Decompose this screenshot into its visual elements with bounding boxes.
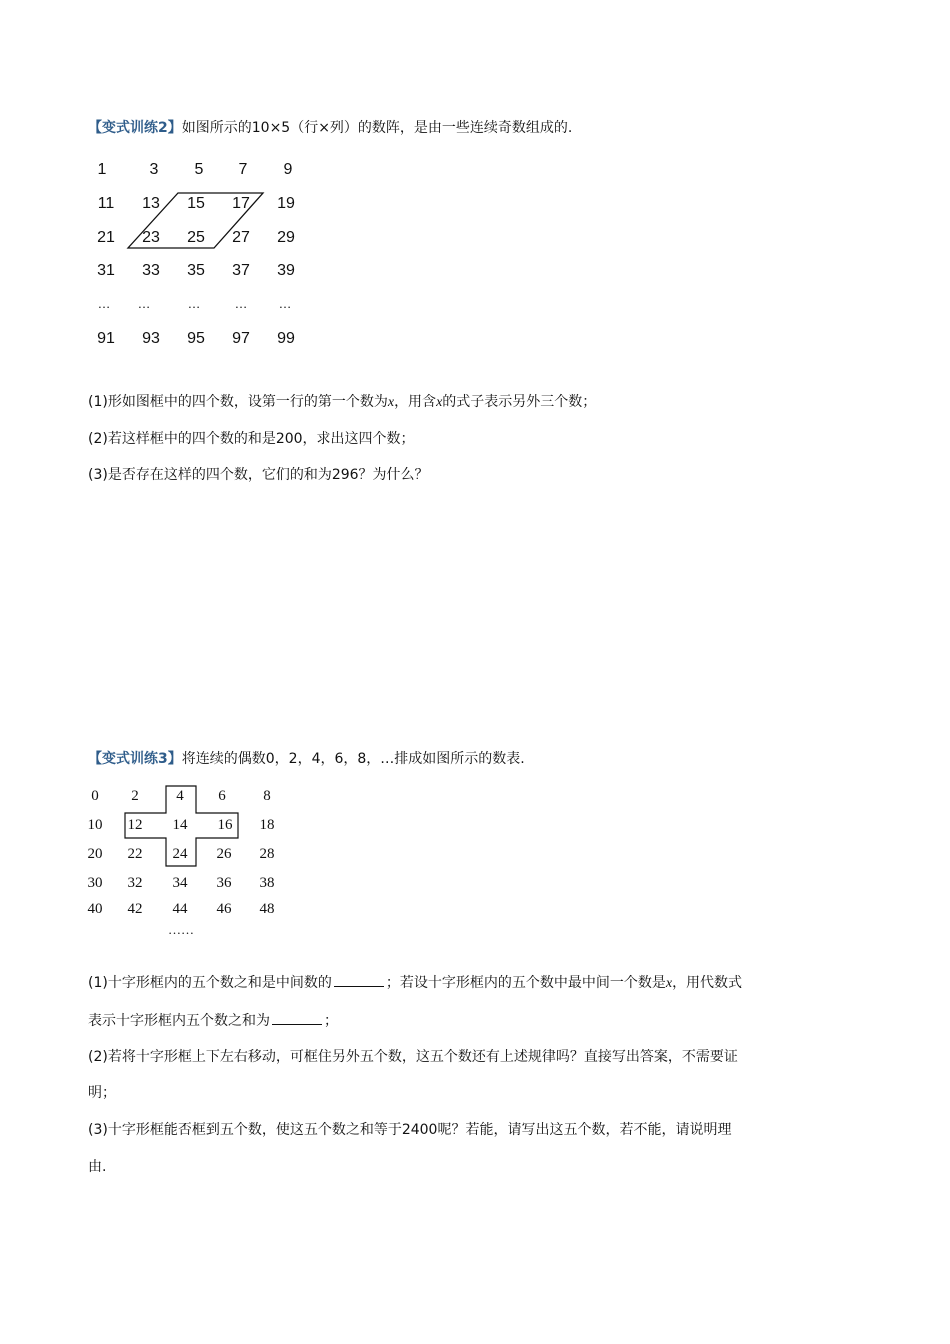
table-cell: 20: [87, 846, 103, 862]
table-cell: 32: [127, 875, 143, 891]
table-cell: 38: [259, 875, 275, 891]
table-cell: 18: [259, 817, 275, 833]
table-cell: 34: [172, 875, 188, 891]
table-cell: 48: [259, 901, 275, 917]
table-cell: 44: [172, 901, 188, 917]
exercise-3-question-2-line-2: 明；: [88, 1085, 116, 1101]
array-cell: 13: [142, 195, 160, 212]
array-cell: 27: [232, 229, 250, 246]
array-cell: 29: [277, 229, 295, 246]
table-cell: 10: [87, 817, 103, 833]
table-cell: 22: [127, 846, 143, 862]
array-cell: 33: [142, 262, 160, 279]
table-cell: 14: [172, 817, 188, 833]
exercise-2-question-1: (1)形如图框中的四个数，设第一行的第一个数为x，用含x的式子表示另外三个数；: [88, 394, 597, 410]
table-cell: 36: [216, 875, 232, 891]
exercise-2-tag: 【变式训练2】: [88, 120, 182, 136]
table-cell: 28: [259, 846, 275, 862]
array-cell: 39: [277, 262, 295, 279]
table-cell: 12: [127, 817, 143, 833]
array-cell: …: [97, 296, 111, 311]
array-cell: …: [187, 296, 201, 311]
exercise-3-question-1-line-1: (1)十字形框内的五个数之和是中间数的 ；若设十字形框内的五个数中最中间一个数是x，用代数式: [88, 975, 743, 991]
exercise-3-question-3-line-1: (3)十字形框能否框到五个数，使这五个数之和等于2400呢？若能，请写出这五个数，若不能，请说明理: [88, 1122, 732, 1138]
table-cell: 30: [87, 875, 103, 891]
exercise-3-question-1-line-2: 表示十字形框内五个数之和为 ；: [88, 1013, 338, 1029]
table-cell: 26: [216, 846, 232, 862]
array-cell: 97: [232, 330, 250, 347]
table-cell: 16: [217, 817, 233, 833]
array-cell: 1: [97, 161, 107, 178]
exercise-3-tag: 【变式训练3】: [88, 751, 182, 767]
array-cell: …: [137, 296, 151, 311]
table-cell: 40: [87, 901, 103, 917]
parallelogram-frame: [0, 0, 950, 400]
cross-frame: [0, 760, 950, 880]
array-cell: 11: [97, 195, 115, 212]
table-cell: 6: [218, 788, 226, 804]
array-cell: 9: [283, 161, 293, 178]
array-cell: 35: [187, 262, 205, 279]
array-cell: 93: [142, 330, 160, 347]
exercise-3-question-2-line-1: (2)若将十字形框上下左右移动，可框住另外五个数，这五个数还有上述规律吗？直接写出答案，不需要证: [88, 1049, 738, 1065]
table-cell: 0: [91, 788, 99, 804]
array-cell: 21: [97, 229, 115, 246]
table-cell: 46: [216, 901, 232, 917]
array-cell: 31: [97, 262, 115, 279]
array-cell: …: [234, 296, 248, 311]
array-cell: 95: [187, 330, 205, 347]
array-cell: 25: [187, 229, 205, 246]
table-cell: 4: [176, 788, 184, 804]
answer-blank: [334, 974, 384, 987]
array-cell: 23: [142, 229, 160, 246]
table-cell: 8: [263, 788, 271, 804]
array-cell: …: [278, 296, 292, 311]
exercise-3-intro: 将连续的偶数0，2，4，6，8，…排成如图所示的数表.: [181, 751, 525, 767]
exercise-2-intro: 如图所示的10×5（行×列）的数阵，是由一些连续奇数组成的.: [181, 120, 573, 136]
array-cell: 19: [277, 195, 295, 212]
answer-blank: [272, 1012, 322, 1025]
table-cell: 42: [127, 901, 143, 917]
table-cell: 2: [131, 788, 139, 804]
array-cell: 17: [232, 195, 250, 212]
array-cell: 15: [187, 195, 205, 212]
array-cell: 37: [232, 262, 250, 279]
array-cell: 7: [238, 161, 248, 178]
exercise-2-question-3: (3)是否存在这样的四个数，它们的和为296？为什么？: [88, 467, 429, 483]
exercise-3-question-3-line-2: 由.: [88, 1159, 107, 1175]
table-continuation: ……: [168, 922, 194, 937]
table-cell: 24: [172, 846, 188, 862]
array-cell: 91: [97, 330, 115, 347]
array-cell: 99: [277, 330, 295, 347]
array-cell: 5: [194, 161, 204, 178]
exercise-2-question-2: (2)若这样框中的四个数的和是200，求出这四个数；: [88, 431, 415, 447]
array-cell: 3: [149, 161, 159, 178]
